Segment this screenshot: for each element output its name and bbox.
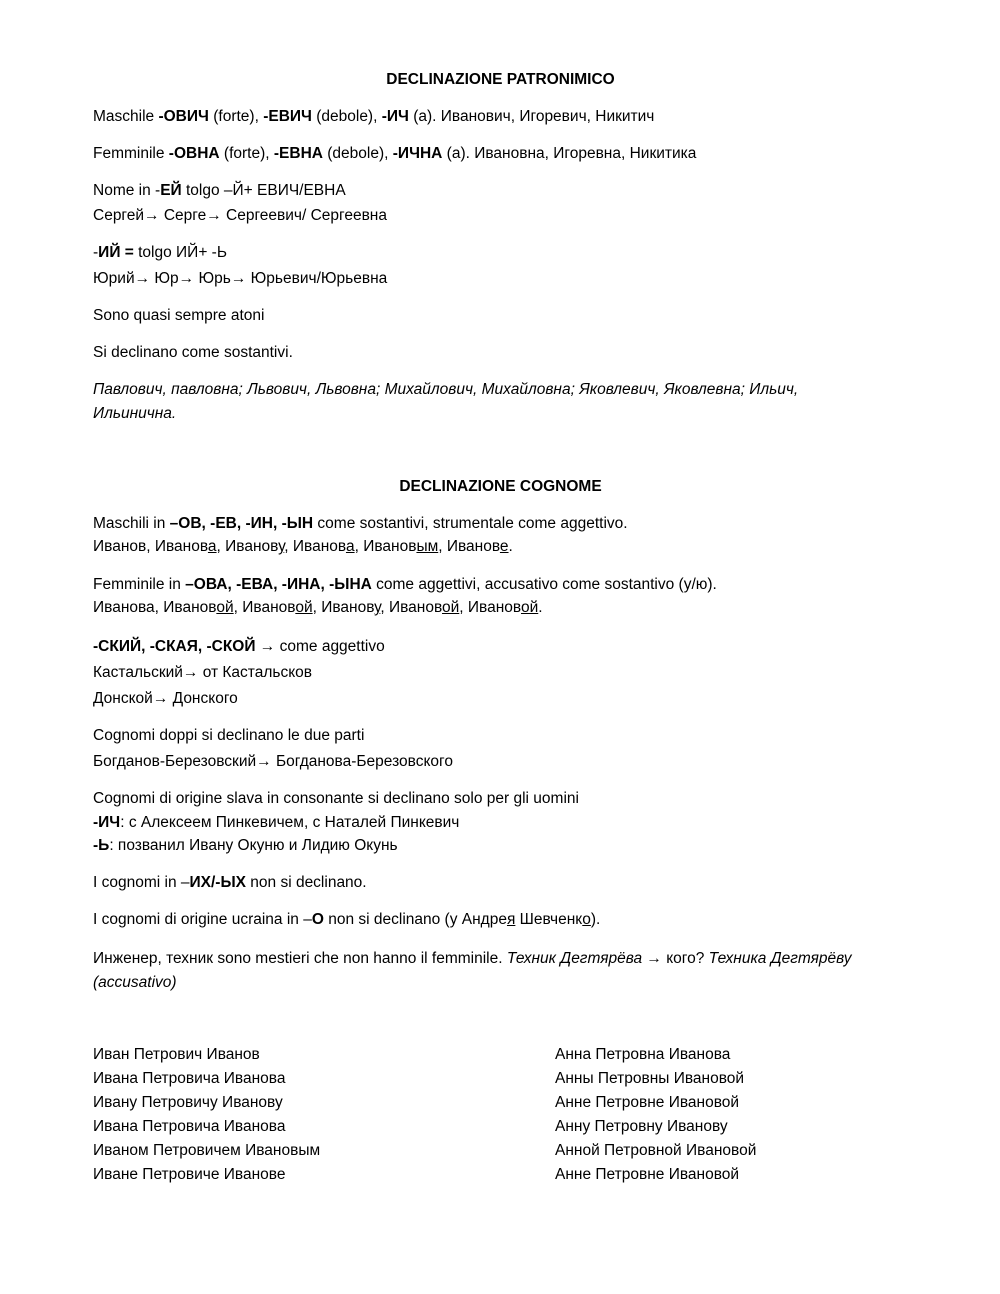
skiy-rule: -СКИЙ, -СКАЯ, -СКОЙ → come aggettivo	[93, 638, 385, 655]
ey-example: Сергей→ Серге→ Сергеевич/ Сергеевна	[93, 207, 387, 224]
femminile-rule: Femminile -ОВНА (forte), -ЕВНА (debole), -ИЧНА (a). Ивановна, Игоревна, Никитика	[93, 145, 697, 162]
sostantivi-note: Si declinano come sostantivi.	[93, 344, 293, 361]
male-declension-list	[93, 1043, 320, 1187]
list-item: Анне Петровне Ивановой	[555, 1094, 740, 1111]
mestieri-note: Инженер, техник sono mestieri che non hanno il femminile. Техник Дегтярёва → кого? Техника Дегтярёву (accusativo)	[93, 950, 852, 991]
title-patronimico: DECLINAZIONE PATRONIMICO	[386, 71, 615, 88]
femminile-cognome-example: Иванова, Ивановой, Ивановой, Иванову, Ивановой, Ивановой.	[93, 599, 543, 616]
skiy-example-2: Донской→ Донского	[93, 690, 238, 707]
list-item: Ивана Петровича Иванова	[93, 1118, 286, 1135]
list-item: Ивана Петровича Иванова	[93, 1070, 286, 1087]
femminile-cognome-rule: Femminile in –ОВА, -ЕВА, -ИНА, -ЫНА come aggettivi, accusativo come sostantivo (у/ю).	[93, 576, 717, 593]
list-item: Анной Петровной Ивановой	[555, 1142, 757, 1159]
soft-sign-example: -Ь: позванил Ивану Окуню и Лидию Окунь	[93, 837, 398, 854]
title-cognome: DECLINAZIONE COGNOME	[399, 478, 602, 495]
list-item: Ивану Петровичу Иванову	[93, 1094, 283, 1111]
list-item: Анна Петровна Иванова	[555, 1046, 731, 1063]
iy-example: Юрий→ Юр→ Юрь→ Юрьевич/Юрьевна	[93, 270, 388, 287]
female-declension-list	[555, 1043, 756, 1187]
ey-rule: Nome in -ЕЙ tolgo –Й+ ЕВИЧ/ЕВНА	[93, 182, 346, 199]
slava-rule: Cognomi di origine slava in consonante si declinano solo per gli uomini	[93, 790, 579, 807]
ich-example: -ИЧ: с Алексеем Пинкевичем, с Натaлей Пинкевич	[93, 814, 460, 831]
doppi-rule: Cognomi doppi si declinano le due parti	[93, 727, 365, 744]
patronimico-examples: Павлович, павловна; Львович, Львовна; Михайлович, Михайловна; Яковлевич, Яковлевна; Ильич, Ильинична.	[93, 381, 799, 422]
list-item: Иване Петровиче Иванове	[93, 1166, 286, 1183]
ucraina-rule: I cognomi di origine ucraina in –О non si declinano (у Андрея Шевченко).	[93, 911, 601, 928]
maschile-rule: Maschile -ОВИЧ (forte), -ЕВИЧ (debole), -ИЧ (a). Иванович, Игоревич, Никитич	[93, 108, 655, 125]
doppi-example: Богданов-Березовский→ Богданова-Березовского	[93, 753, 453, 770]
list-item: Анну Петровну Иванову	[555, 1118, 728, 1135]
atoni-note: Sono quasi sempre atoni	[93, 307, 265, 324]
list-item: Анне Петровне Ивановой	[555, 1166, 740, 1183]
list-item: Иваном Петровичем Ивановым	[93, 1142, 321, 1159]
list-item: Иван Петрович Иванов	[93, 1046, 260, 1063]
maschili-example: Иванов, Иванова, Иванову, Иванова, Ивановым, Иванове.	[93, 538, 513, 555]
iy-rule: -ИЙ = tolgo ИЙ+ -Ь	[93, 244, 228, 261]
list-item: Анны Петровны Ивановой	[555, 1070, 745, 1087]
maschili-rule: Maschili in –ОВ, -ЕВ, -ИН, -ЫН come sostantivi, strumentale come aggettivo.	[93, 515, 628, 532]
ikh-rule: I cognomi in –ИХ/-ЫХ non si declinano.	[93, 874, 367, 891]
skiy-example-1: Кастальский→ от Кастальсков	[93, 664, 313, 681]
